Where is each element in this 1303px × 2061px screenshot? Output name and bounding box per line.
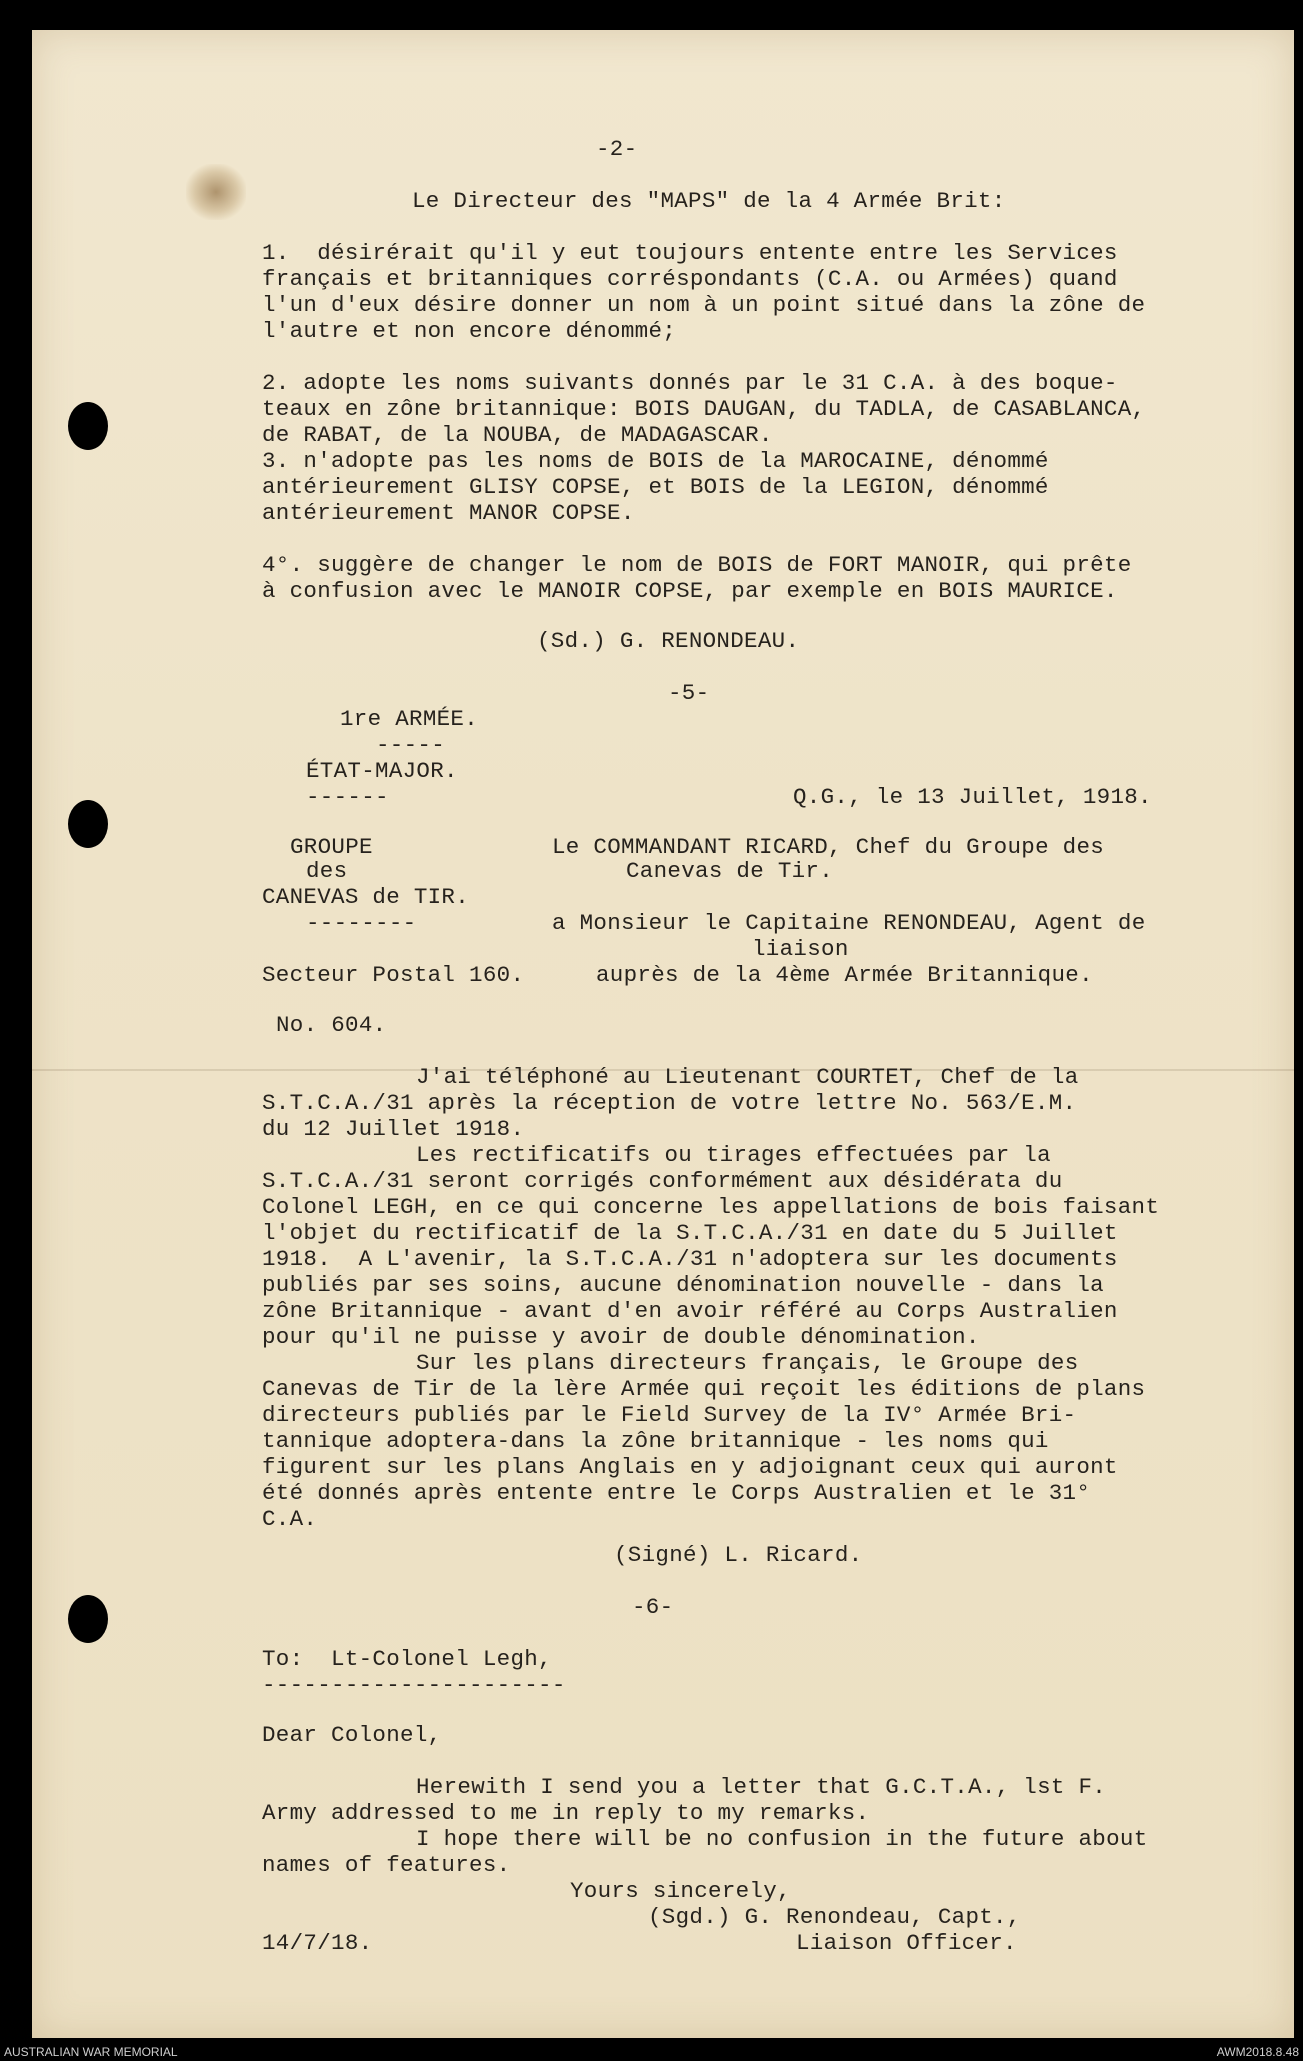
paragraph-line: 2. adopte les noms suivants donnés par le 31 C.A. à des boque- [262,370,1118,396]
section-marker: -5- [668,680,710,706]
rule: ---------------------- [262,1672,566,1698]
paragraph-line: de RABAT, de la NOUBA, de MADAGASCAR. [262,422,773,448]
paragraph-line: du 12 Juillet 1918. [262,1116,525,1142]
paragraph-line: 3. n'adopte pas les noms de BOIS de la MAROCAINE, dénommé [262,448,1049,474]
paragraph-line: l'objet du rectificatif de la S.T.C.A./31 en date du 5 Juillet [262,1220,1118,1246]
role: Liaison Officer. [796,1930,1017,1956]
canevas-tir-line: Canevas de Tir. [626,858,834,884]
punch-hole [68,402,108,450]
punch-hole [68,1595,108,1643]
paragraph-line: Sur les plans directeurs français, le Groupe des [416,1350,1079,1376]
section-marker: -6- [632,1594,674,1620]
paragraph-line: S.T.C.A./31 seront corrigés conformément aux désidérata du [262,1168,1063,1194]
paragraph-line: antérieurement GLISY COPSE, et BOIS de la LEGION, dénommé [262,474,1049,500]
commandant-line: Le COMMANDANT RICARD, Chef du Groupe des [552,834,1105,860]
paragraph-line: l'un d'eux désire donner un nom à un point situé dans la zône de [262,292,1146,318]
punch-hole [68,800,108,848]
paragraph-line: I hope there will be no confusion in the future about [416,1826,1148,1852]
paragraph-line: Canevas de Tir de la lère Armée qui reçoit les éditions de plans [262,1376,1146,1402]
paragraph-line: directeurs publiés par le Field Survey de la IV° Armée Bri- [262,1402,1077,1428]
paragraph-line: S.T.C.A./31 après la réception de votre lettre No. 563/E.M. [262,1090,1077,1116]
liaison-line: liaison [752,936,849,962]
signoff: (Sgd.) G. Renondeau, Capt., [648,1904,1021,1930]
paragraph-line: 1. désirérait qu'il y eut toujours entente entre les Services [262,240,1118,266]
paper-stain [186,164,246,220]
army-label: 1re ARMÉE. [340,706,479,732]
paragraph-line: names of features. [262,1852,511,1878]
canevas-label: CANEVAS de TIR. [262,884,470,910]
page-marker: -2- [596,136,638,162]
paragraph-line: 1918. A L'avenir, la S.T.C.A./31 n'adoptera sur les documents [262,1246,1118,1272]
rule: ----- [376,732,446,758]
date-line: Q.G., le 13 Juillet, 1918. [793,784,1152,810]
etat-major-label: ÉTAT-MAJOR. [306,758,458,784]
letter-number: No. 604. [276,1012,387,1038]
groupe-label: GROUPE [290,834,373,860]
paragraph-line: 4°. suggère de changer le nom de BOIS de FORT MANOIR, qui prête [262,552,1132,578]
paragraph-line: figurent sur les plans Anglais en y adjoignant ceux qui auront [262,1454,1118,1480]
paragraph-line: zône Britannique - avant d'en avoir référé au Corps Australien [262,1298,1118,1324]
rule: -------- [306,910,417,936]
monsieur-line: a Monsieur le Capitaine RENONDEAU, Agent de [552,910,1146,936]
signature: (Sd.) G. RENONDEAU. [537,628,800,654]
paragraph-line: français et britanniques corréspondants (C.A. ou Armées) quand [262,266,1118,292]
paragraph-line: été donnés après entente entre le Corps Australien et le 31° [262,1480,1091,1506]
paragraph-line: Colonel LEGH, en ce qui concerne les appellations de bois faisant [262,1194,1160,1220]
paragraph-line: antérieurement MANOR COPSE. [262,500,635,526]
paragraph-line: teaux en zône britannique: BOIS DAUGAN, du TADLA, de CASABLANCA, [262,396,1146,422]
paragraph-line: J'ai téléphoné au Lieutenant COURTET, Chef de la [416,1064,1079,1090]
paragraph-line: Army addressed to me in reply to my remarks. [262,1800,870,1826]
recipient-line: To: Lt-Colonel Legh, [262,1646,552,1672]
paragraph-line: publiés par ses soins, aucune dénomination nouvelle - dans la [262,1272,1104,1298]
paragraph-line: pour qu'il ne puisse y avoir de double dénomination. [262,1324,980,1350]
rule: ------ [306,784,389,810]
paragraph-line: Les rectificatifs ou tirages effectuées par la [416,1142,1051,1168]
paragraph-line: l'autre et non encore dénommé; [262,318,677,344]
footer-id: AWM2018.8.48 [1216,2045,1299,2059]
heading: Le Directeur des "MAPS" de la 4 Armée Brit: [412,188,1006,214]
paragraph-line: Herewith I send you a letter that G.C.T.A., lst F. [416,1774,1107,1800]
paragraph-line: tannique adoptera-dans la zône britannique - les noms qui [262,1428,1049,1454]
aupres-line: auprès de la 4ème Armée Britannique. [596,962,1093,988]
paragraph-line: à confusion avec le MANOIR COPSE, par exemple en BOIS MAURICE. [262,578,1118,604]
signature: (Signé) L. Ricard. [614,1542,863,1568]
paragraph-line: C.A. [262,1506,318,1532]
salutation: Dear Colonel, [262,1722,442,1748]
footer-credit: AUSTRALIAN WAR MEMORIAL [4,2045,178,2059]
secteur-line: Secteur Postal 160. [262,962,525,988]
des-label: des [306,858,348,884]
closing: Yours sincerely, [570,1878,791,1904]
sign-date: 14/7/18. [262,1930,373,1956]
